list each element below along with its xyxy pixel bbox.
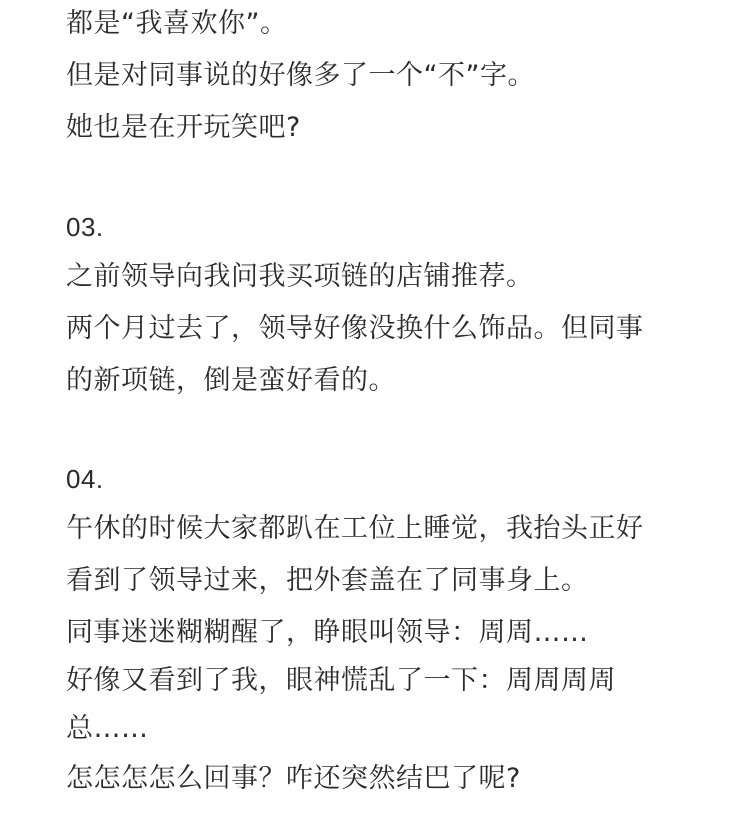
section-heading-04: 04. (66, 464, 104, 494)
paragraph-line: 的新项链，倒是蛮好看的。 (66, 365, 396, 396)
paragraph-line: 午休的时候大家都趴在工位上睡觉，我抬头正好 (66, 513, 644, 544)
paragraph-line: 她也是在开玩笑吧? (66, 112, 301, 143)
paragraph-line: 两个月过去了，领导好像没换什么饰品。但同事 (66, 313, 644, 344)
section-heading-03: 03. (66, 212, 104, 242)
paragraph-line: 但是对同事说的好像多了一个“不”字。 (66, 60, 535, 91)
paragraph-line: 同事迷迷糊糊醒了，睁眼叫领导：周周…… (66, 617, 589, 648)
paragraph-line: 之前领导向我问我买项链的店铺推荐。 (66, 261, 534, 292)
paragraph-line: 总…… (66, 713, 149, 744)
paragraph-line: 怎怎怎怎么回事？咋还突然结巴了呢? (66, 763, 521, 794)
paragraph-line: 好像又看到了我，眼神慌乱了一下：周周周周 (66, 665, 616, 696)
paragraph-line: 看到了领导过来，把外套盖在了同事身上。 (66, 565, 589, 596)
paragraph-line: 都是“我喜欢你”。 (66, 8, 288, 39)
